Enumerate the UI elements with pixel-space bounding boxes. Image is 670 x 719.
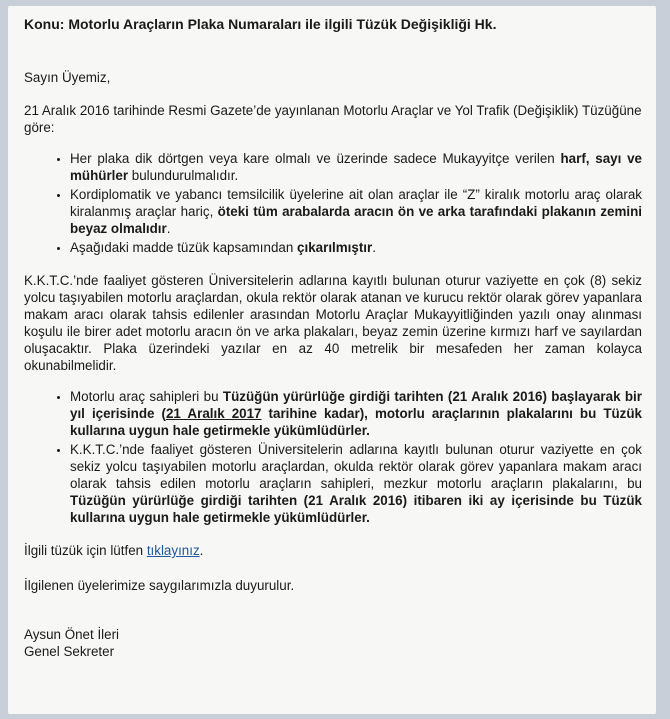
letter-greeting: Sayın Üyemiz, [24,70,111,85]
list-item: • Her plaka dik dörtgen veya kare olmalı ve üzerinde sadece Mukayyitçe verilen harf, sayı ve mühürler bulundurulmalıdır. [70,150,642,184]
list-item: • Motorlu araç sahipleri bu Tüzüğün yürürlüğe girdiği tarihten (21 Aralık 2016) başlayarak bir yıl içerisinde (21 Aralık 2017 tarihine kadar), motorlu araçlarının plakalarını bu Tüzük kullarına uygun hale getirmekle yükümlüdürler. [70,388,642,439]
university-plate-paragraph: K.K.T.C.’nde faaliyet gösteren Üniversitelerin adlarına kayıtlı bulunan oturur vaziyette en çok (8) sekiz yolcu taşıyabilen motorlu araçlardan, okula rektör olarak atanan ve kurucu rektör olarak görev yapanlara makam aracı olarak tahsis edilenler arasından Motorlu Araçlar Mukayyitliğinden yazılı onay alınması koşulu ile birer adet motorlu aracın ön ve arka plakaları, beyaz zemin üzerine kırmızı harf ve sayılardan oluşacaktır. Plaka üzerindeki yazılar en az 40 metrelik bir mesafeden her zaman kolayca okunabilmelidir. [24,273,642,373]
regulation-link[interactable]: tıklayınız [146,543,200,558]
regulation-list-2 [24,388,642,526]
list-item: • Kordiplomatik ve yabancı temsilcilik üyelerine ait olan araçlar ile “Z” kiralık motorlu araç olarak kiralanmış araçlar hariç, öteki tüm arabalarda aracın ön ve arka tarafındaki plakanın zemini beyaz olmalıdır. [70,186,642,237]
regulation-link-line: İlgili tüzük için lütfen tıklayınız. [24,543,204,558]
regulation-list-1 [24,150,642,256]
list-item: • Aşağıdaki madde tüzük kapsamından çıkarılmıştır. [70,239,642,256]
signature-name: Aysun Önet İleri [24,627,120,642]
list-item: • K.K.T.C.’nde faaliyet gösteren Üniversitelerin adlarına kayıtlı bulunan oturur vaziyette en çok sekiz yolcu taşıyabilen motorlu araçlardan, okulda rektör olarak görev yapanlara makam aracı olarak tahsis edilen motorlu araçların sahipleri, mezkur motorlu araçların plakalarını, bu Tüzüğün yürürlüğe girdiği tarihten (21 Aralık 2016) itibaren iki ay içerisinde bu Tüzük kullarına uygun hale getirmekle yükümlüdürler. [70,441,642,526]
intro-paragraph: 21 Aralık 2016 tarihinde Resmi Gazete’de yayınlanan Motorlu Araçlar ve Yol Trafik (Değişiklik) Tüzüğüne göre: [24,103,642,135]
closing-line: İlgilenen üyelerimize saygılarımızla duyurulur. [24,578,295,593]
letter-subject: Konu: Motorlu Araçların Plaka Numaraları ile ilgili Tüzük Değişikliği Hk. [24,16,497,32]
signature-title: Genel Sekreter [24,644,115,659]
letter-document [8,6,656,714]
